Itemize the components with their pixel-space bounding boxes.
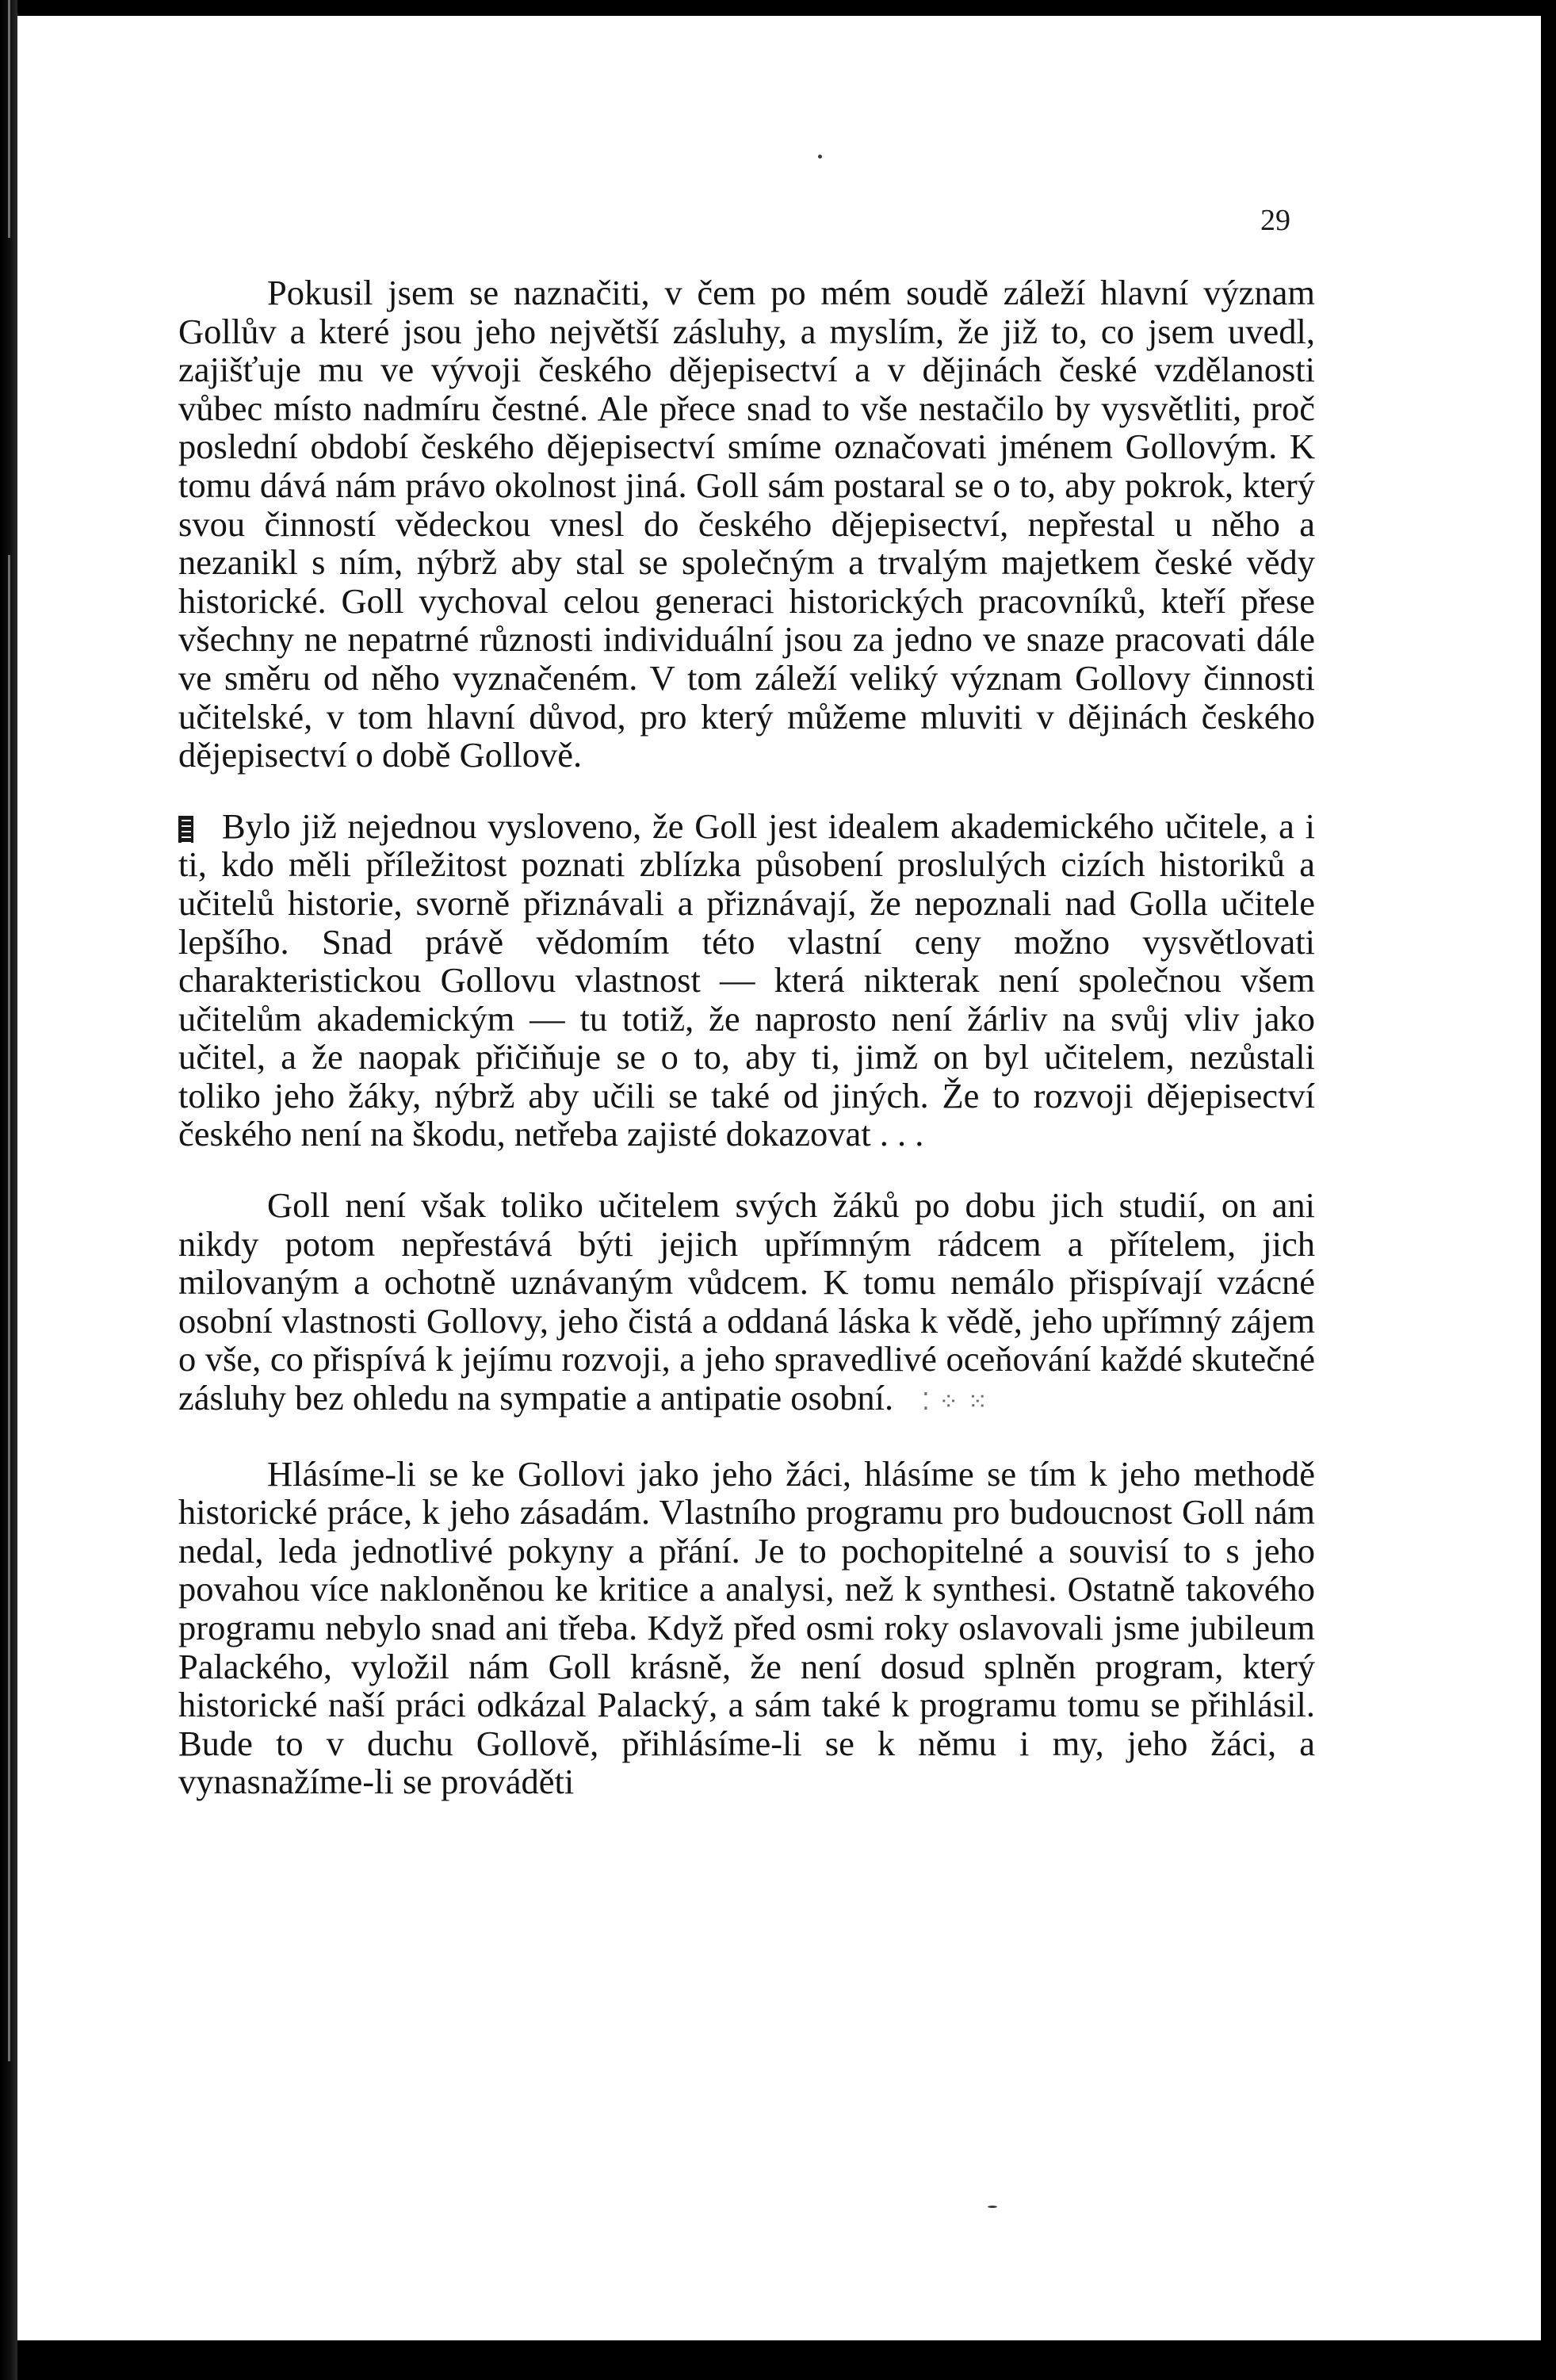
scan-noise-icon: ⁚ ⁘ ⁙ <box>922 1389 989 1416</box>
scan-edge-line <box>8 555 10 2061</box>
book-page <box>17 16 1541 2340</box>
paragraph-4: Hlásíme-li se ke Gollovi jako jeho žáci, hlásíme se tím k jeho methodě historické práce, k jeho zásadám. Vlastního programu pro budoucnost Goll nám nedal, leda jednotlivé pokyny a přání. Je to pochopitelné a souvisí to s jeho povahou více nakloněnou ke kritice a analysi, než k synthesi. Ostatně takového programu nebylo snad ani třeba. Když před osmi roky oslavovali jsme jubileum Palackého, vyložil nám Goll krásně, že není dosud splněn program, který historické naší práci odkázal Palacký, a sám také k programu tomu se přihlásil. Bude to v duchu Gollově, přihlásíme-li se k němu i my, jeho žáci, a vynasnažíme-li se prováděti <box>178 1453 1315 1802</box>
paragraph-2: Bylo již nejednou vysloveno, že Goll jest idealem akademického učitele, a i ti, kdo měli příležitost poznati zblízka působení proslulých cizích historiků a učitelů historie, svorně přiznávali a přiznávají, že nepoznali nad Golla učitele lepšího. Snad právě vědomím této vlastní ceny možno vysvětlovati charakteristickou Gollovu vlastnost — která nikterak není společnou všem učitelům akademickým — tu totiž, že naprosto není žárliv na svůj vliv jako učitel, a že naopak přičiňuje se o to, aby ti, jimž on byl učitelem, nezůstali toliko jeho žáky, nýbrž aby učili se také od jiných. Že to rozvoji dějepisectví českého není na škodu, netřeba zajisté dokazovat . . . <box>178 805 1315 1154</box>
page-number: 29 <box>1260 204 1290 237</box>
scan-speck <box>988 2206 997 2208</box>
margin-mark-icon <box>178 816 193 843</box>
paragraph-1: Pokusil jsem se naznačiti, v čem po mém soudě záleží hlavní význam Gollův a které jsou jeho největší zásluhy, a myslím, že již to, co jsem uvedl, zajišťuje mu ve vývoji českého dějepisectví a v dějinách české vzdělanosti vůbec místo nadmíru čestné. Ale přece snad to vše nestačilo by vysvětliti, proč poslední období českého dějepisectví smíme označovati jménem Gollovým. K tomu dává nám právo okolnost jiná. Goll sám postaral se o to, aby pokrok, který svou činností vědeckou vnesl do českého dějepisectví, nepřestal u něho a nezanikl s ním, nýbrž aby stal se společným a trvalým majetkem české vědy historické. Goll vychoval celou generaci historických pracovníků, kteří přese všechny ne nepatrné různosti individuální jsou za jedno ve snaze pracovati dále ve směru od něho vyznačeném. V tom záleží veliký význam Gollovy činnosti učitelské, v tom hlavní důvod, pro který můžeme mluviti v dějinách českého dějepisectví o době Gollově. <box>178 273 1315 775</box>
paragraph-3-wrapper <box>178 1186 1315 1422</box>
scan-speck <box>818 155 822 159</box>
paragraph-3: Goll není však toliko učitelem svých žáků po dobu jich studií, on ani nikdy potom nepřestává býti jejich upřímným rádcem a přítelem, jich milovaným a ochotně uznávaným vůdcem. K tomu nemálo přispívají vzácné osobní vlastnosti Gollovy, jeho čistá a oddaná láska k vědě, jeho upřímný zájem o vše, co přispívá k jejímu rozvoji, a jeho spravedlivé oceňování každé skutečné zásluhy bez ohledu na sympatie a antipatie osobní. <box>178 1185 1315 1418</box>
scan-edge-line <box>8 0 10 238</box>
body-text <box>178 274 1315 1801</box>
paragraph-2-wrapper <box>178 807 1315 1154</box>
